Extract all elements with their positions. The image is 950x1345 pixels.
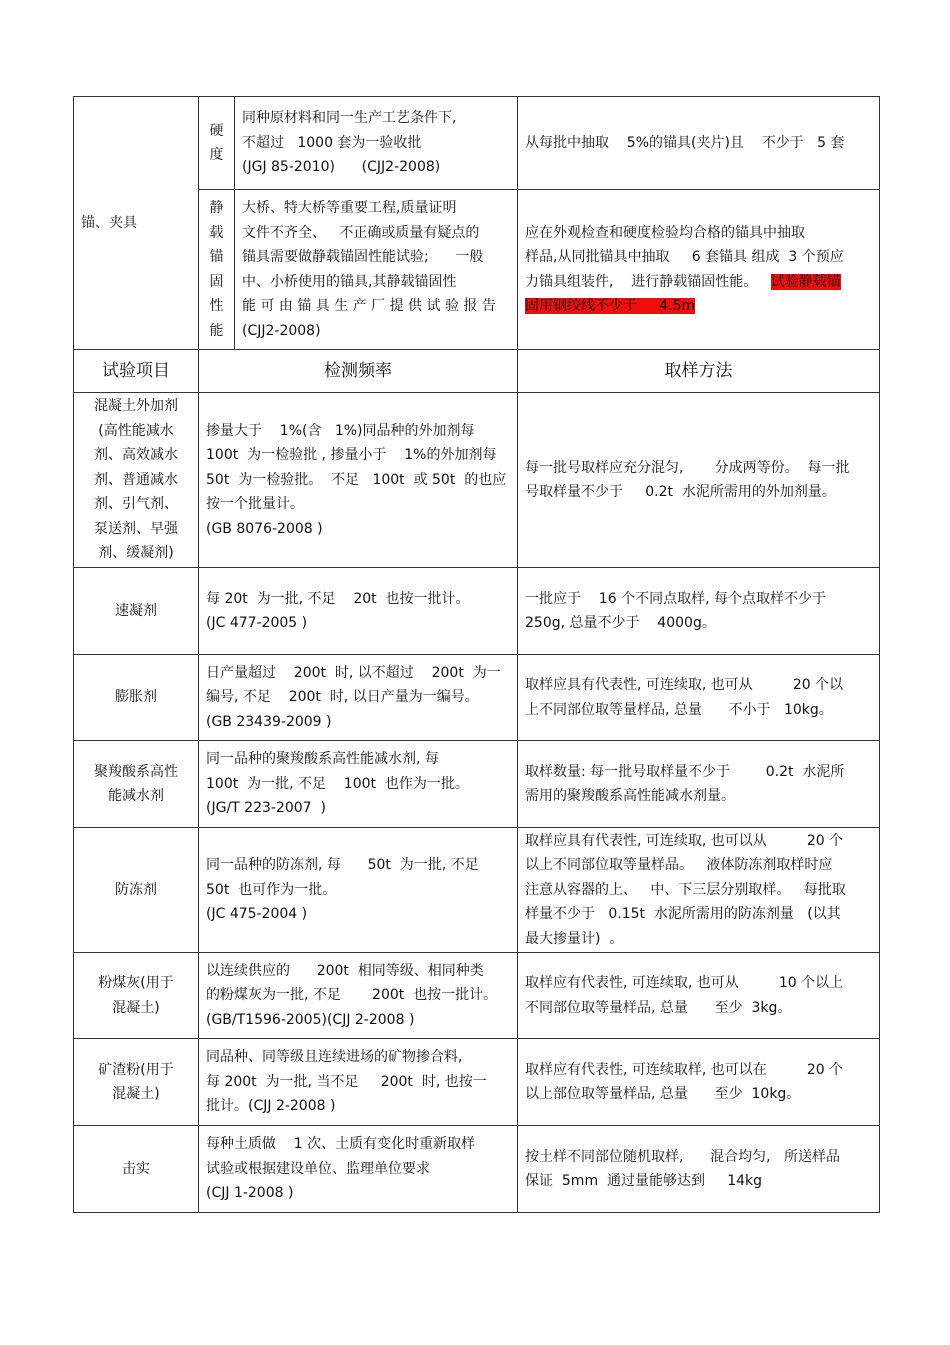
text-line: 编号, 不足 200t 时, 以日产量为一编号。 [206,689,479,706]
text-line: 注意从容器的上、 中、下三层分别取样。 每批取 [525,881,846,898]
text-line: 最大掺量计) 。 [525,930,624,947]
text-line: 剂、高效减水 [94,447,178,464]
table-row [74,655,880,741]
item-cell [74,1039,199,1126]
text-line: 100t 为一批, 不足 100t 也作为一批。 [206,775,469,792]
frequency-cell [199,568,518,655]
item-cell [74,741,199,828]
static-method-cell [518,190,880,350]
text-line: 防冻剂 [115,881,157,898]
table-row [74,741,880,828]
text-line: 击实 [122,1160,150,1177]
text-line: 取样应具有代表性, 可连续取, 也可从 20 个以 [525,677,844,693]
hardness-name-char: 度 [209,147,224,163]
text-line: 同一品种的聚羧酸系高性能减水剂, 每 [206,751,439,768]
method-cell [518,741,880,828]
text-line: (JC 475-2004 ) [206,906,308,923]
text-line: 粉煤灰(用于 [98,975,174,991]
text-line: 取样应有代表性, 可连续取样, 也可以在 20 个 [525,1061,844,1078]
frequency-cell [199,1126,518,1213]
text-line: (GB 8076-2008 ) [206,520,323,537]
text-line: 取样应具有代表性, 可连续取, 也可以从 20 个 [525,832,844,849]
method-cell [518,393,880,568]
static-name-char: 载 [209,224,224,241]
static-name-char: 固 [209,273,224,290]
text-line: 需用的聚羧酸系高性能减水剂量。 [525,788,735,804]
text-line: (GB/T1596-2005)(CJJ 2-2008 ) [206,1011,415,1028]
text-line: 取样应有代表性, 可连续取, 也可从 10 个以上 [525,975,844,991]
text-line: 矿渣粉(用于 [98,1061,174,1078]
text-line: (高性能减水 [98,422,174,439]
highlighted-text: 试验静载锚 [770,273,841,290]
method-cell [518,1039,880,1126]
table-row [74,568,880,655]
method-cell [518,568,880,655]
frequency-cell [199,393,518,568]
text-line: 样品,从同批锚具中抽取 6 套锚具 组成 3 个预应 [525,249,844,265]
text-line: 同品种、同等级且连续进场的矿物掺合料, [206,1049,463,1066]
text-line: 每种土质做 1 次、土质有变化时重新取样 [206,1136,476,1153]
text-line: 以上不同部位取等量样品。 液体防冻剂取样时应 [525,857,833,874]
hardness-frequency-cell [235,97,518,190]
hardness-method-cell [518,97,880,190]
text-line [525,294,872,319]
frequency-cell [199,655,518,741]
text-line: (JG/T 223-2007 ) [206,800,326,817]
text-line: 剂、普通减水 [94,471,178,488]
header-method: 取样方法 [518,350,880,393]
text-line: 剂、缓凝剂) [98,545,174,562]
text-line: 以连续供应的 200t 相同等级、相同种类 [206,962,484,979]
static-name-cell [199,190,235,350]
static-name-char: 能 [209,322,224,339]
text-line: (GB 23439-2009 ) [206,713,332,730]
method-cell [518,655,880,741]
text-line: 不同部位取等量样品, 总量 至少 3kg。 [525,999,792,1016]
header-item: 试验项目 [74,350,199,393]
text-line: 混凝土) [112,999,160,1016]
text-line: 一批应于 16 个不同点取样, 每个点取样不少于 [525,590,826,607]
text-line: 掺量大于 1%(含 1%)同品种的外加剂每 [206,422,475,439]
text-line: (CJJ2-2008) [242,322,321,339]
method-cell [518,953,880,1039]
text-line: 按一个批量计。 [206,496,304,513]
text-line: 应在外观检查和硬度检验均合格的锚具中抽取 [525,224,805,241]
table-row [74,1039,880,1126]
frequency-cell [199,828,518,953]
text-line: 50t 为一检验批。 不足 100t 或 50t 的也应 [206,471,507,488]
text-line: 速凝剂 [115,602,157,619]
highlighted-text: 固用钢绞线不少于 4.5m [525,298,696,314]
method-cell [518,828,880,953]
text-line: 每一批号取样应充分混匀, 分成两等份。 每一批 [525,459,850,476]
text-segment: 力锚具组装件, 进行静载锚固性能。 [525,273,771,290]
text-line: 50t 也可作为一批。 [206,881,337,898]
text-line: 文件不齐全、 不正确或质量有疑点的 [242,224,480,241]
text-line: 保证 5mm 通过量能够达到 14kg [525,1173,763,1189]
text-line: 混凝土外加剂 [94,398,178,415]
text-line: (CJJ 1-2008 ) [206,1185,294,1202]
text-line: 每 200t 为一批, 当不足 200t 时, 也按一 [206,1073,487,1090]
anchor-hardness-row [74,97,880,190]
text-line: 批计。(CJJ 2-2008 ) [206,1098,336,1115]
text-line: 250g, 总量不少于 4000g。 [525,615,716,631]
text-line: 的粉煤灰为一批, 不足 200t 也按一批计。 [206,987,498,1004]
text-line: 聚羧酸系高性 [94,763,178,780]
text-line: 泵送剂、早强 [94,520,178,537]
text-line: 号取样量不少于 0.2t 水泥所需用的外加剂量。 [525,484,836,500]
header-frequency: 检测频率 [199,350,518,393]
text-line: 按土样不同部位随机取样, 混合均匀, 所送样品 [525,1148,840,1165]
table-row [74,393,880,568]
static-name-char: 锚 [209,249,224,265]
text-line: 试验或根据建设单位、监理单位要求 [206,1160,430,1177]
text-line: 同一品种的防冻剂, 每 50t 为一批, 不足 [206,857,479,874]
hardness-name-char: 硬 [209,122,224,139]
text-line: (JC 477-2005 ) [206,615,308,631]
item-cell [74,393,199,568]
frequency-cell [199,1039,518,1126]
text-line: 以上部位取等量样品, 总量 至少 10kg。 [525,1086,801,1102]
text-line: 不超过 1000 套为一验收批 [242,134,422,151]
static-name-char: 静 [209,200,224,216]
item-cell [74,568,199,655]
text-line: 每 20t 为一批, 不足 20t 也按一批计。 [206,590,470,607]
item-cell [74,953,199,1039]
text-line: 剂、引气剂、 [94,496,178,513]
text-line: (JGJ 85-2010) (CJJ2-2008) [242,159,441,176]
anchor-item-cell: 锚、夹具 [74,97,199,350]
text-line: 能 可 由 锚 具 生 产 厂 提 供 试 验 报 告 [242,298,496,314]
method-cell [518,1126,880,1213]
text-line: 同种原材料和同一生产工艺条件下, [242,110,457,127]
static-frequency-cell [235,190,518,350]
text-line: 从每批中抽取 5%的锚具(夹片)且 不少于 5 套 [525,134,845,151]
text-line: 锚具需要做静载锚固性能试验; 一般 [242,249,484,265]
text-line: 膨胀剂 [115,689,157,706]
frequency-cell [199,953,518,1039]
table-row [74,828,880,953]
text-line: 上不同部位取等量样品, 总量 不小于 10kg。 [525,701,833,718]
item-cell [74,828,199,953]
text-line: 混凝土) [112,1086,160,1102]
table-header-row [74,350,880,393]
item-cell [74,1126,199,1213]
item-cell [74,655,199,741]
hardness-name-cell [199,97,235,190]
text-line: 100t 为一检验批 , 掺量小于 1%的外加剂每 [206,447,497,464]
text-line: 取样数量: 每一批号取样量不少于 0.2t 水泥所 [525,763,845,780]
table-row [74,1126,880,1213]
text-line: 样量不少于 0.15t 水泥所需用的防冻剂量 (以其 [525,906,841,923]
frequency-cell [199,741,518,828]
text-line: 能减水剂 [108,788,164,804]
static-name-char: 性 [209,298,224,314]
table-row [74,953,880,1039]
text-line: 大桥、特大桥等重要工程,质量证明 [242,200,457,216]
specification-table [73,96,880,1213]
text-line: 中、小桥使用的锚具,其静载锚固性 [242,273,457,290]
text-line [525,270,872,295]
text-line: 日产量超过 200t 时, 以不超过 200t 为一 [206,664,501,681]
